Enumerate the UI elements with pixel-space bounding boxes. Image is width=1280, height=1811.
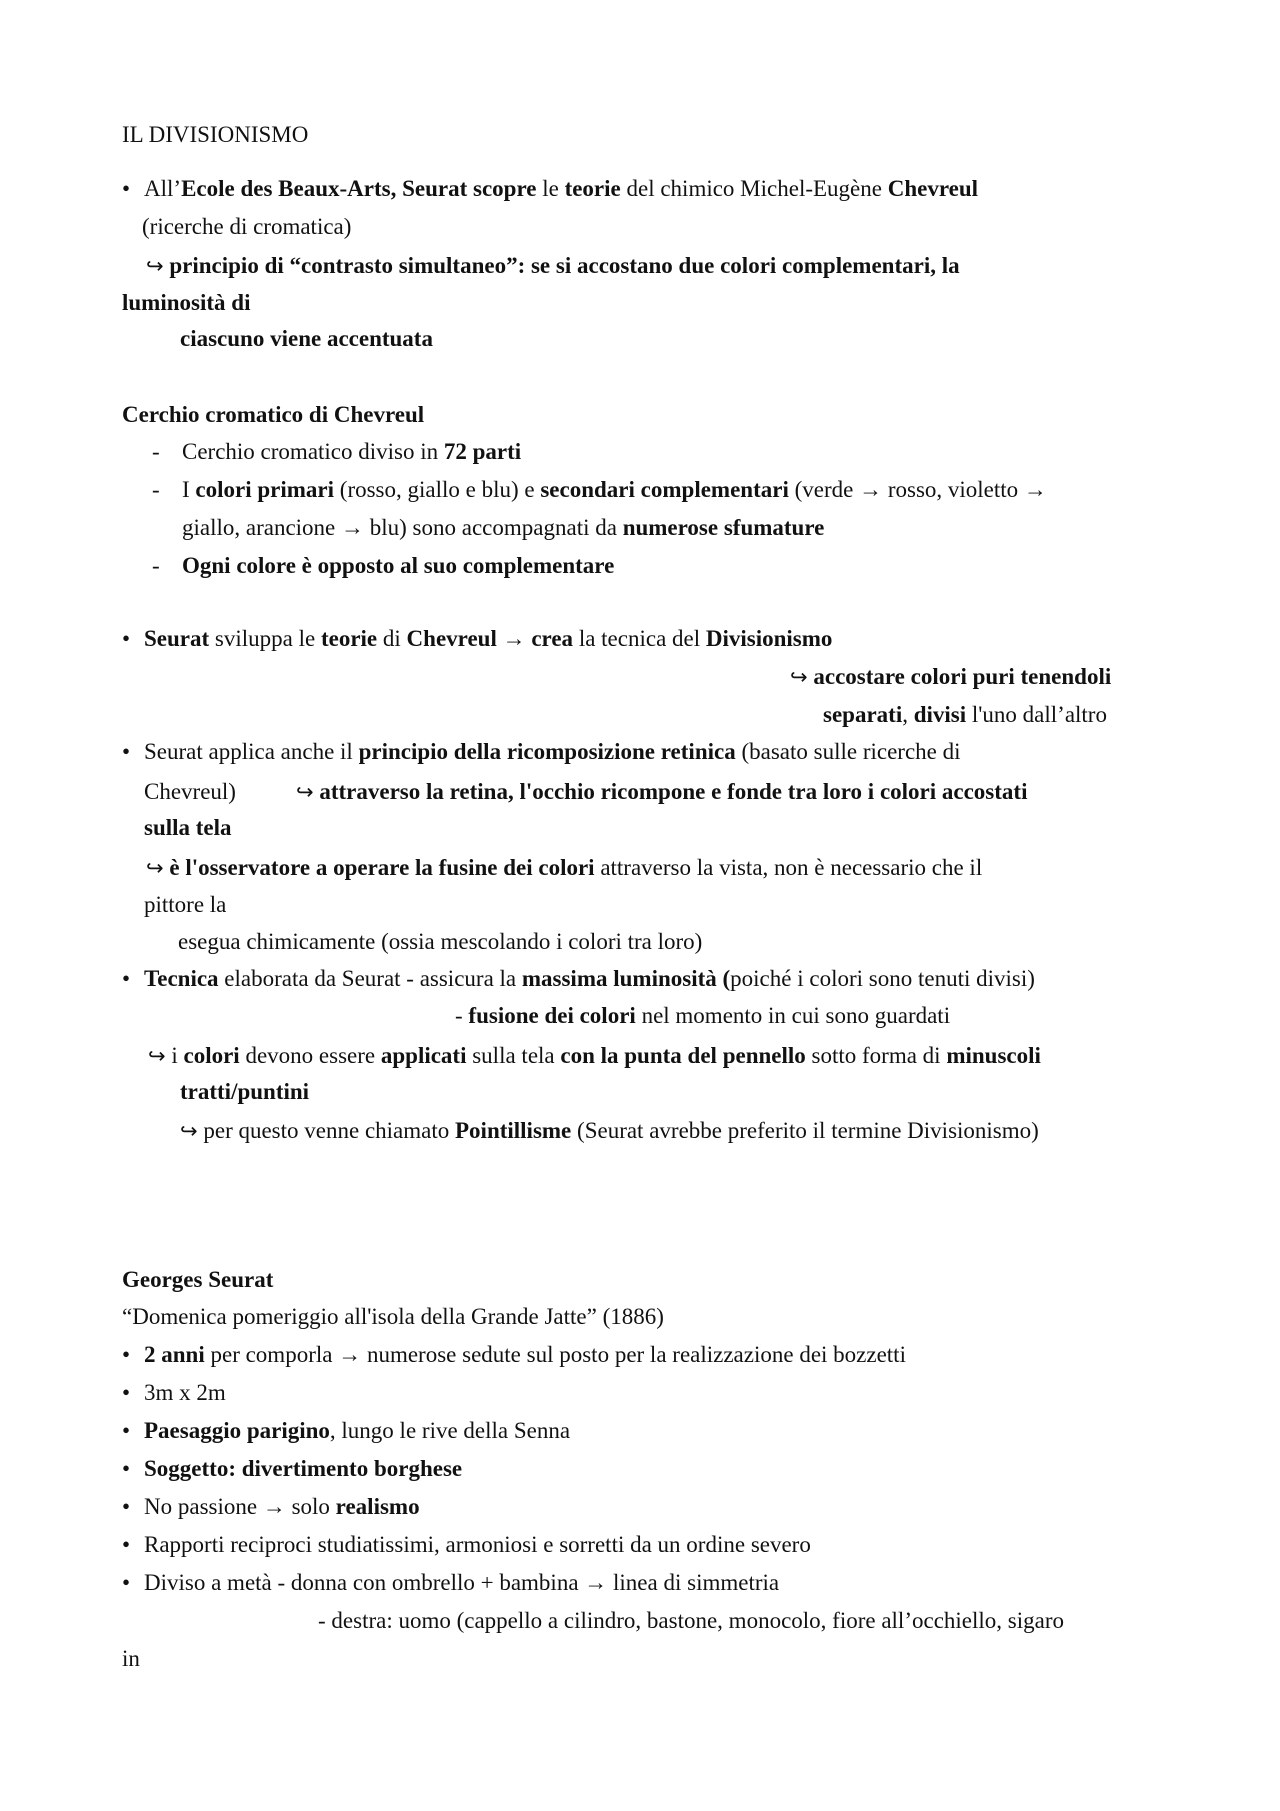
tecnica-line-2: - fusione dei colori nel momento in cui sono guardati xyxy=(455,1003,951,1028)
seurat-bullet-1: • Seurat sviluppa le teorie di Chevreul → crea la tecnica del Divisionismo xyxy=(122,622,832,656)
seurat-bullet-2-line-4: ↪ è l'osservatore a operare la fusine dei colori attraverso la vista, non è necessario che il xyxy=(146,855,983,880)
georges-bullet-7: • Diviso a metà - donna con ombrello + bambina → linea di simmetria xyxy=(122,1566,779,1600)
intro-line-4: luminosità di xyxy=(122,290,251,315)
georges-bullet-7-cont: - destra: uomo (cappello a cilindro, bastone, monocolo, fiore all’occhiello, sigaro xyxy=(318,1608,1064,1633)
bullet: • xyxy=(122,1380,131,1405)
georges-bullet-2: • 3m x 2m xyxy=(122,1376,226,1410)
bullet: • xyxy=(122,176,131,201)
bullet: • xyxy=(122,1456,131,1481)
hook-arrow-icon: ↪ xyxy=(146,254,164,278)
hook-arrow-icon: ↪ xyxy=(790,665,808,689)
artwork-title: “Domenica pomeriggio all'isola della Grande Jatte” (1886) xyxy=(122,1304,664,1329)
georges-bullet-7-wrap: in xyxy=(122,1646,140,1671)
seurat-bullet-1-sub-2: separati, divisi l'uno dall’altro xyxy=(823,702,1107,727)
cerchio-dash-2: - I colori primari (rosso, giallo e blu) e secondari complementari (verde → rosso, violetto → xyxy=(152,477,1047,502)
tecnica-line-3: ↪ i colori devono essere applicati sulla tela con la punta del pennello sotto forma di minuscoli xyxy=(148,1043,1041,1068)
hook-arrow-icon: ↪ xyxy=(295,780,314,804)
bullet: • xyxy=(122,1418,131,1443)
cerchio-dash-1: - Cerchio cromatico diviso in 72 parti xyxy=(152,439,522,464)
seurat-bullet-2-line-5: pittore la xyxy=(144,892,227,917)
cerchio-dash-2-cont: giallo, arancione → blu) sono accompagnati da numerose sfumature xyxy=(182,515,825,540)
bullet: • xyxy=(122,1570,131,1595)
georges-bullet-5: • No passione → solo realismo xyxy=(122,1490,420,1524)
tecnica-line-5: ↪ per questo venne chiamato Pointillisme (Seurat avrebbe preferito il termine Divisionismo) xyxy=(180,1118,1039,1143)
bullet: • xyxy=(122,626,131,651)
georges-bullet-6: • Rapporti reciproci studiatissimi, armoniosi e sorretti da un ordine severo xyxy=(122,1528,811,1562)
cerchio-dash-3: - Ogni colore è opposto al suo complementare xyxy=(152,553,615,578)
hook-arrow-icon: ↪ xyxy=(148,1044,166,1068)
cerchio-heading: Cerchio cromatico di Chevreul xyxy=(122,402,425,427)
bullet: • xyxy=(122,1342,131,1367)
georges-bullet-3: • Paesaggio parigino, lungo le rive della Senna xyxy=(122,1414,570,1448)
georges-bullet-4: • Soggetto: divertimento borghese xyxy=(122,1452,462,1486)
intro-line-3: ↪ principio di “contrasto simultaneo”: se si accostano due colori complementari, la xyxy=(146,253,960,278)
tecnica-line-4: tratti/puntini xyxy=(180,1079,310,1104)
seurat-bullet-2-line-6: esegua chimicamente (ossia mescolando i colori tra loro) xyxy=(178,929,703,954)
bullet: • xyxy=(122,1494,131,1519)
georges-heading: Georges Seurat xyxy=(122,1267,274,1292)
georges-bullet-1: • 2 anni per comporla → numerose sedute sul posto per la realizzazione dei bozzetti xyxy=(122,1338,906,1372)
seurat-bullet-2-line-3: sulla tela xyxy=(144,815,232,840)
intro-line-2: (ricerche di cromatica) xyxy=(142,214,352,239)
bullet: • xyxy=(122,739,131,764)
document-title: IL DIVISIONISMO xyxy=(122,122,309,147)
intro-line-5: ciascuno viene accentuata xyxy=(180,326,433,351)
seurat-bullet-2: • Seurat applica anche il principio della ricomposizione retinica (basato sulle ricerche di xyxy=(122,735,961,769)
bullet: • xyxy=(122,1532,131,1557)
intro-line-1: • All’Ecole des Beaux-Arts, Seurat scopre le teorie del chimico Michel-Eugène Chevreul xyxy=(122,172,978,206)
seurat-bullet-1-sub-1: ↪ accostare colori puri tenendoli xyxy=(790,664,1112,689)
seurat-bullet-2-line-2: Chevreul) ↪ attraverso la retina, l'occhio ricompone e fonde tra loro i colori accostati xyxy=(144,779,1028,804)
tecnica-bullet: • Tecnica elaborata da Seurat - assicura la massima luminosità (poiché i colori sono tenuti divisi) xyxy=(122,962,1035,996)
bullet: • xyxy=(122,966,131,991)
hook-arrow-icon: ↪ xyxy=(180,1119,198,1143)
hook-arrow-icon: ↪ xyxy=(146,856,164,880)
